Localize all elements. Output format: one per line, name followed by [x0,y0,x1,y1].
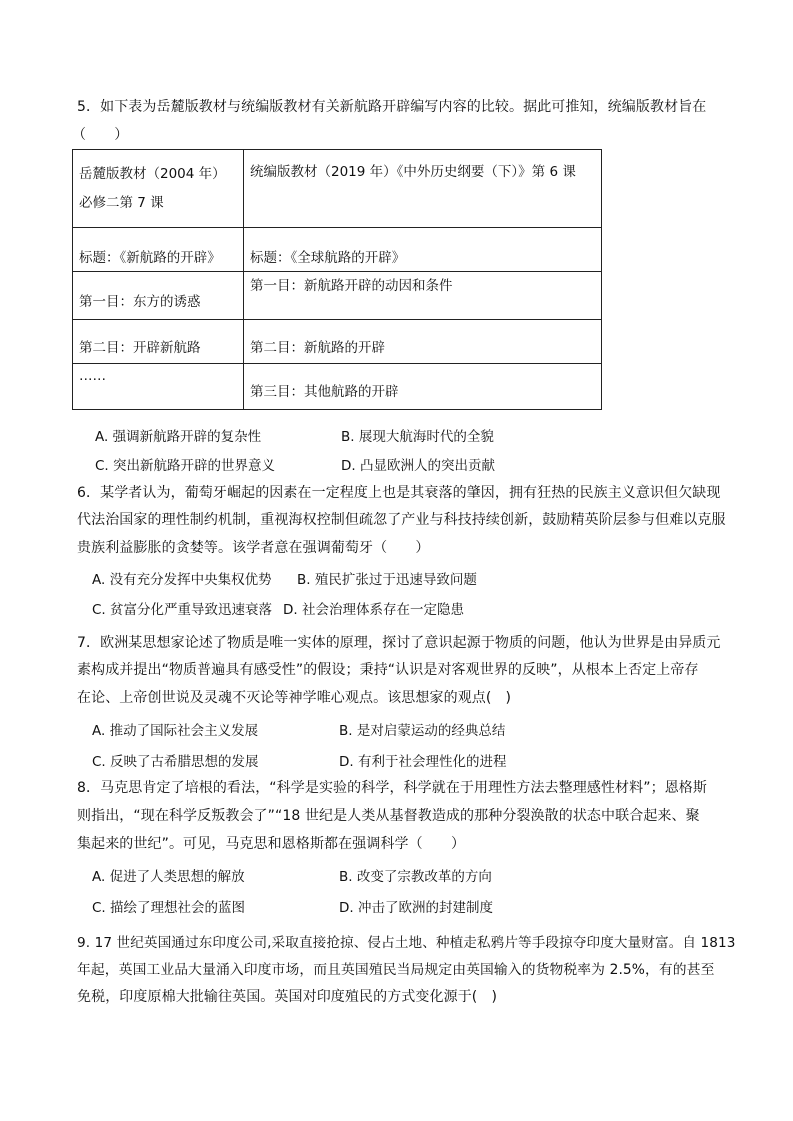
q6-line3: 贵族利益膨胀的贪婪等。该学者意在强调葡萄牙（ ） [77,540,430,556]
comparison-table [72,149,602,410]
q6-line1: 6．某学者认为，葡萄牙崛起的因素在一定程度上也是其衰落的肇因，拥有狂热的民族主义意识但欠缺现 [77,485,721,501]
q5-option-a: A. 强调新航路开辟的复杂性 [95,429,262,445]
table-cell [73,320,244,364]
table-cell-text: 岳麓版教材（2004 年） [79,166,226,182]
table-cell-text: 第一目：新航路开辟的动因和条件 [250,278,453,294]
table-row [73,228,602,272]
table-cell-text: 第二目：新航路的开辟 [250,340,385,356]
table-cell [244,320,602,364]
table-row [73,150,602,228]
q8-line3: 集起来的世纪”。可见，马克思和恩格斯都在强调科学（ ） [77,836,466,852]
q7-line1: 7．欧洲某思想家论述了物质是唯一实体的原理，探讨了意识起源于物质的问题，他认为世界是由异质元 [77,635,721,651]
table-cell [244,150,602,228]
q5-option-c: C. 突出新航路开辟的世界意义 [95,458,276,474]
q9-line1: 9. 17 世纪英国通过东印度公司,采取直接抢掠、侵占土地、种植走私鸦片等手段掠夺印度大量财富。自 1813 [77,935,736,951]
table-cell [73,228,244,272]
q8-option-d: D. 冲击了欧洲的封建制度 [339,900,493,916]
table-row [73,320,602,364]
table-cell-text: 第一目：东方的诱惑 [79,294,201,310]
q8-option-b: B. 改变了宗教改革的方向 [339,869,492,885]
table-cell-text: …… [79,368,106,384]
table-cell-text: 第二目：开辟新航路 [79,340,201,356]
q5-stem-line2: （ ） [72,127,129,143]
q8-option-a: A. 促进了人类思想的解放 [92,869,245,885]
q9-line3: 免税，印度原棉大批输往英国。英国对印度殖民的方式变化源于( ) [77,989,498,1005]
q9-line2: 年起，英国工业品大量涌入印度市场，而且英国殖民当局规定由英国输入的货物税率为 2.5%，有的甚至 [77,962,715,978]
q5-option-b: B. 展现大航海时代的全貌 [341,429,494,445]
q6-option-c: C. 贫富分化严重导致迅速衰落 [92,602,273,618]
table-cell-text: 标题：《全球航路的开辟》 [250,250,406,266]
q6-option-a: A. 没有充分发挥中央集权优势 [92,572,272,588]
q7-option-d: D. 有利于社会理性化的进程 [339,754,507,770]
q7-option-b: B. 是对启蒙运动的经典总结 [339,723,506,739]
q5-stem-line1: 5．如下表为岳麓版教材与统编版教材有关新航路开辟编写内容的比较。据此可推知，统编版教材旨在 [77,99,707,115]
table-cell [244,364,602,410]
table-cell [244,228,602,272]
q7-option-a: A. 推动了国际社会主义发展 [92,723,259,739]
q6-option-d: D. 社会治理体系存在一定隐患 [283,602,464,618]
q8-line2: 则指出，“现在科学反叛教会了”“18 世纪是人类从基督教造成的那种分裂涣散的状态中联合起来、聚 [77,808,700,824]
q6-option-b: B. 殖民扩张过于迅速导致问题 [297,572,477,588]
q8-option-c: C. 描绘了理想社会的蓝图 [92,900,246,916]
q8-line1: 8．马克思肯定了培根的看法，“科学是实验的科学，科学就在于用理性方法去整理感性材料”；恩格斯 [77,780,708,796]
table-cell-text: 必修二第 7 课 [79,195,164,211]
table-row [73,272,602,320]
q7-line2: 素构成并提出“物质普遍具有感受性”的假设；秉持“认识是对客观世界的反映”，从根本上否定上帝存 [77,662,699,678]
q7-option-c: C. 反映了古希腊思想的发展 [92,754,259,770]
table-cell-text: 标题：《新航路的开辟》 [79,250,221,266]
table-cell [73,272,244,320]
q6-line2: 代法治国家的理性制约机制，重视海权控制但疏忽了产业与科技持续创新，鼓励精英阶层参与但难以克服 [77,512,726,528]
table-cell [73,150,244,228]
table-cell-text: 第三目：其他航路的开辟 [250,384,399,400]
table-cell [244,272,602,320]
table-cell [73,364,244,410]
table-row [73,364,602,410]
q7-line3: 在论、上帝创世说及灵魂不灭论等神学唯心观点。该思想家的观点( ) [77,690,512,706]
q5-option-d: D. 凸显欧洲人的突出贡献 [341,458,495,474]
table-cell-text: 统编版教材（2019 年）《中外历史纲要（下）》第 6 课 [250,164,576,180]
